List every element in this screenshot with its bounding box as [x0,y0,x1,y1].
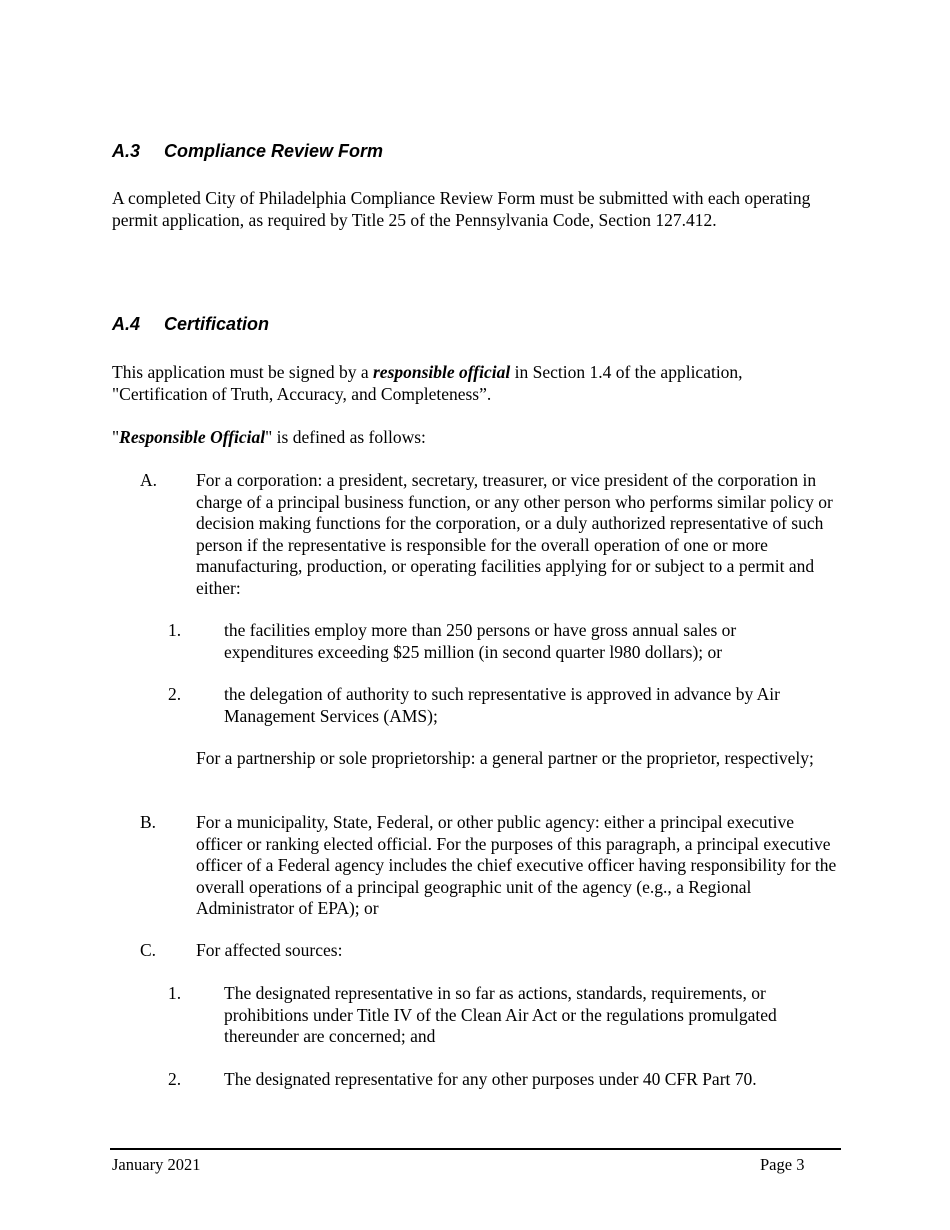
intro-text: This application must be signed by a [112,362,373,382]
section-number: A.3 [112,141,141,161]
definition-term: Responsible Official [119,427,266,447]
item-b-text: For a municipality, State, Federal, or other public agency: either a principal executive officer or ranking elected official. For the purposes of this paragraph, a principal executive officer of a Federal agency includes the chief executive officer having responsibility for the overall operations of a principal geographic unit of the agency (e.g., a Regional Administrator of EPA); or [196,812,837,918]
item-c-sub1-text: The designated representative in so far as actions, standards, requirements, or prohibitions under Title IV of the Clean Air Act or the regulations promulgated thereunder are concerned; and [224,983,777,1046]
quote-open: " [112,427,120,447]
section-a3-body: A completed City of Philadelphia Compliance Review Form must be submitted with each operating permit application, as required by Title 25 of the Pennsylvania Code, Section 127.412. [112,188,811,230]
definition-intro [112,427,842,449]
intro-text-rest: in Section 1.4 of the application, "Certification of Truth, Accuracy, and Completeness”. [112,362,743,404]
item-a-label: A. [140,470,158,490]
section-a4-intro [112,362,802,405]
item-a-sub1-text: the facilities employ more than 250 persons or have gross annual sales or expenditures exceeding $25 million (in second quarter l980 dollars); or [224,620,737,662]
section-number: A.4 [112,314,141,334]
section-a4-heading [112,314,269,336]
definition-rest: " is defined as follows: [265,427,426,447]
item-c-sub2-label: 2. [168,1069,182,1089]
item-c-label: C. [140,940,157,960]
item-c-sub1-label: 1. [168,983,182,1003]
item-c-text: For affected sources: [196,940,343,960]
footer-date: January 2021 [112,1155,201,1174]
item-a-sub2-text: the delegation of authority to such representative is approved in advance by Air Management Services (AMS); [224,684,780,726]
item-a-partnership: For a partnership or sole proprietorship: a general partner or the proprietor, respectively; [196,748,814,768]
item-a-text: For a corporation: a president, secretary, treasurer, or vice president of the corporation in charge of a principal business function, or any other person who performs similar policy or decision making functions for the corporation, or a duly authorized representative of such person if the representative is responsible for the overall operation of one or more manufacturing, production, or operating facilities applying for or subject to a permit and either: [196,470,833,598]
item-a-sub1-label: 1. [168,620,182,640]
item-b-label: B. [140,812,157,832]
intro-emphasis: responsible official [373,362,511,382]
footer-divider [110,1148,841,1150]
section-title: Compliance Review Form [164,141,384,161]
section-title: Certification [164,314,270,334]
section-a3-heading [112,141,383,163]
item-c-sub2-text: The designated representative for any other purposes under 40 CFR Part 70. [224,1069,757,1089]
item-a-sub2-label: 2. [168,684,182,704]
footer-page-number: Page 3 [760,1155,805,1174]
